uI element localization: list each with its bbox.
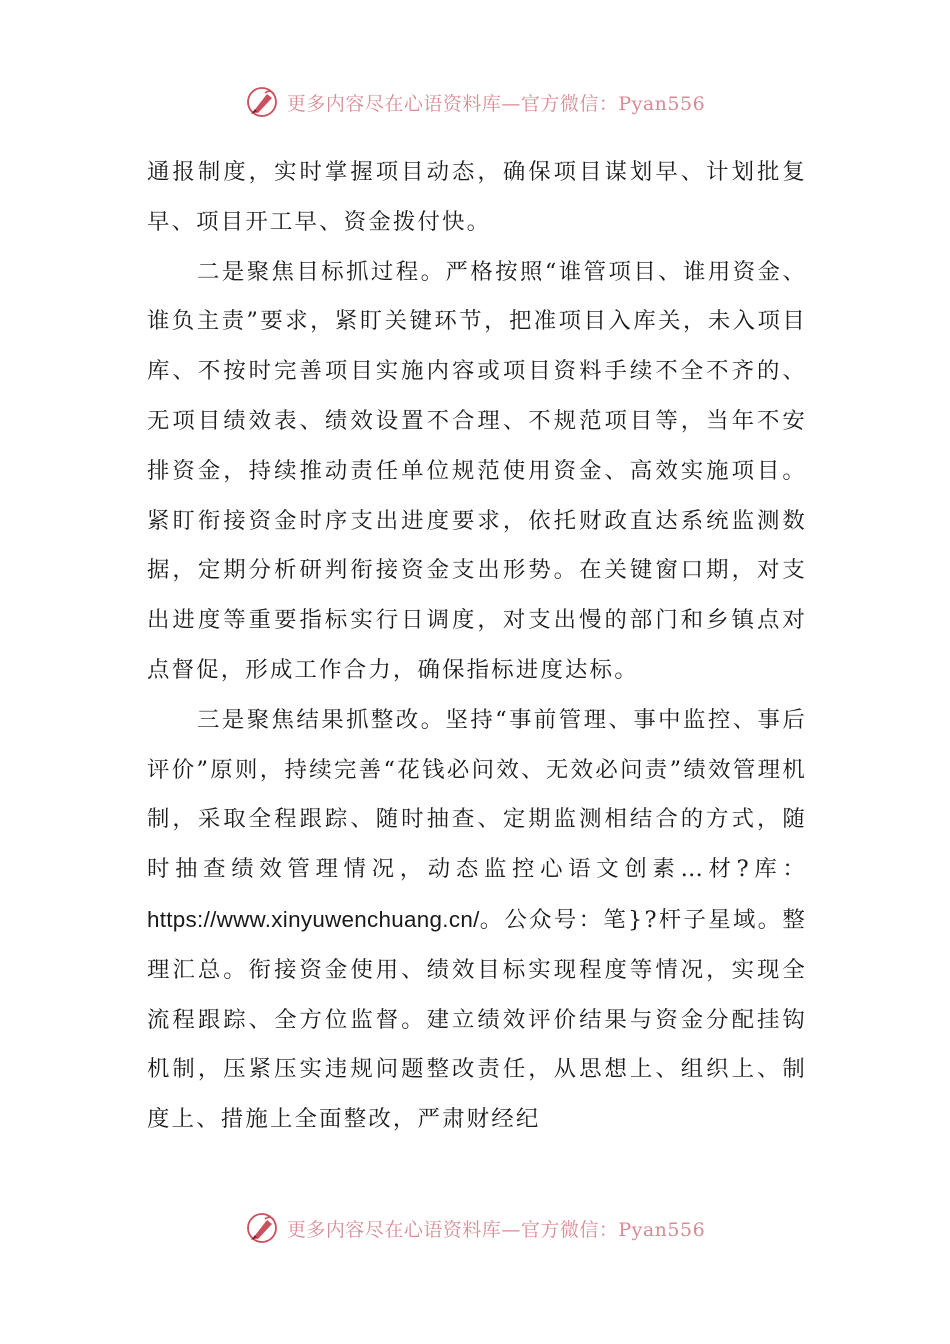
paragraph-text-part: 三是聚焦结果抓整改。坚持“事前管理、事中监控、事后评价”原则，持续完善“花钱必问效、无效必问责”绩效管理机制，采取全程跟踪、随时抽查、定期监测相结合的方式，随时抽查绩效管理情况，动态监控心语文创素…材?库： <box>147 706 807 883</box>
footer-watermark-banner <box>0 1208 950 1248</box>
pen-nib-logo-icon <box>245 1211 279 1245</box>
website-url-link[interactable]: https://www.xinyuwenchuang.cn/ <box>147 906 480 932</box>
watermark-text: 更多内容尽在心语资料库—官方微信：Pyan556 <box>286 92 706 115</box>
pen-nib-logo-icon <box>245 85 279 119</box>
paragraph-text-part: 。公众号：笔}?杆子星域。整理汇总。衔接资金使用、绩效目标实现程度等情况，实现全流程跟踪、全方位监督。建立绩效评价结果与资金分配挂钩机制，压紧压实违规问题整改责任，从思想上、组织上、制度上、措施上全面整改，严肃财经纪 <box>147 906 807 1133</box>
paragraph-third-point <box>147 696 807 1145</box>
document-body <box>147 148 807 1145</box>
paragraph-second-point: 二是聚焦目标抓过程。严格按照“谁管项目、谁用资金、谁负主责”要求，紧盯关键环节，把准项目入库关，未入项目库、不按时完善项目实施内容或项目资料手续不全不齐的、无项目绩效表、绩效设置不合理、不规范项目等，当年不安排资金，持续推动责任单位规范使用资金、高效实施项目。紧盯衔接资金时序支出进度要求，依托财政直达系统监测数据，定期分析研判衔接资金支出形势。在关键窗口期，对支出进度等重要指标实行日调度，对支出慢的部门和乡镇点对点督促，形成工作合力，确保指标进度达标。 <box>147 258 807 683</box>
paragraph-continuation: 通报制度，实时掌握项目动态，确保项目谋划早、计划批复早、项目开工早、资金拨付快。 <box>147 159 807 235</box>
watermark-text: 更多内容尽在心语资料库—官方微信：Pyan556 <box>286 1218 706 1241</box>
header-watermark-banner <box>0 82 950 122</box>
